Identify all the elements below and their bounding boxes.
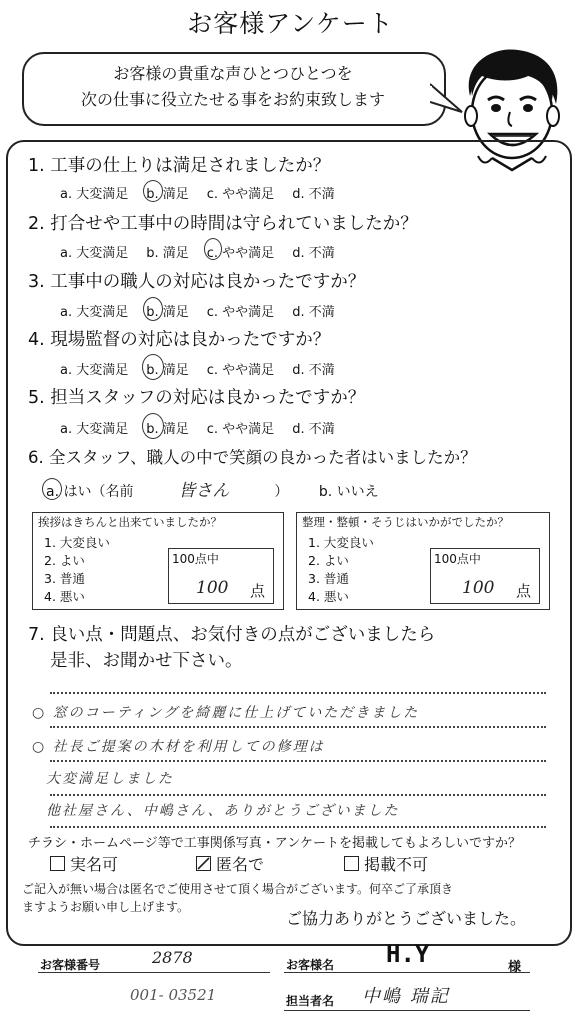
q1-option-a[interactable]: a. 大変満足 <box>60 187 129 202</box>
checkbox-icon <box>50 856 65 871</box>
q4-option-b[interactable]: b. 満足 <box>146 359 189 378</box>
customer-name-label: お客様名 <box>286 958 335 972</box>
question-2-options <box>60 242 353 261</box>
q2-option-b[interactable]: b. 満足 <box>146 246 189 261</box>
tidiness-rating-2[interactable]: 2. よい <box>308 553 349 568</box>
customer-name-value: H.Y <box>386 940 430 968</box>
greeting-rating-2[interactable]: 2. よい <box>44 553 85 568</box>
q4-option-a[interactable]: a. 大変満足 <box>60 363 129 378</box>
q3-option-d[interactable]: d. 不満 <box>292 305 335 320</box>
question-1-options <box>60 183 353 202</box>
staff-label: 担当者名 <box>286 994 335 1008</box>
q1-option-b[interactable]: b. 満足 <box>146 183 189 202</box>
reference-number: 001- 03521 <box>130 986 217 1004</box>
note-line-2: ますようお願い申し上げます。 <box>22 900 190 914</box>
dotted-line <box>50 794 546 796</box>
question-7-line-1: 7. 良い点・問題点、お気付きの点がございましたら <box>28 625 436 645</box>
customer-honorific: 様 <box>508 960 522 975</box>
q1-option-d[interactable]: d. 不満 <box>292 187 335 202</box>
q2-option-a[interactable]: a. 大変満足 <box>60 246 129 261</box>
question-4-options <box>60 359 353 378</box>
customer-number-underline <box>38 972 270 973</box>
dotted-line <box>50 692 546 694</box>
tidiness-rating-1[interactable]: 1. 大変良い <box>308 535 374 550</box>
tidiness-rating-4[interactable]: 4. 悪い <box>308 589 349 604</box>
greeting-score-value: 100 <box>196 578 229 598</box>
greeting-rating-heading: 挨拶はきちんと出来ていましたか？ <box>38 515 222 529</box>
tidiness-score-unit: 点 <box>516 582 532 600</box>
question-6-answer <box>46 476 379 501</box>
q4-option-c[interactable]: c. やや満足 <box>206 363 275 378</box>
consent-option-real-name[interactable]: 実名可 <box>50 852 118 875</box>
greeting-rating-1[interactable]: 1. 大変良い <box>44 535 110 550</box>
greeting-score-unit: 点 <box>250 582 266 600</box>
tidiness-score-value: 100 <box>462 578 495 598</box>
q6-name-answer: 皆さん <box>178 481 230 501</box>
staff-name: 中嶋 瑞記 <box>362 986 450 1007</box>
tidiness-score-label: 100点中 <box>434 552 481 566</box>
selection-circle-icon <box>42 478 62 500</box>
comment-line-3: 大変満足しました <box>46 771 174 787</box>
greeting-rating-4[interactable]: 4. 悪い <box>44 589 85 604</box>
customer-number-label: お客様番号 <box>40 958 101 972</box>
dotted-line <box>50 760 546 762</box>
tidiness-rating-heading: 整理・整頓・そうじはいかがでしたか？ <box>302 515 509 529</box>
question-3-options <box>60 301 353 320</box>
q5-option-c[interactable]: c. やや満足 <box>206 422 275 437</box>
selection-circle-icon <box>204 238 222 260</box>
q5-option-b[interactable]: b. 満足 <box>146 418 189 437</box>
consent-option-anonymous[interactable]: 匿名で <box>196 852 264 875</box>
comment-line-1: ○ 窓のコーティングを綺麗に仕上げていただきました <box>32 705 420 721</box>
greeting-score-label: 100点中 <box>172 552 219 566</box>
dotted-line <box>50 726 546 728</box>
q5-option-d[interactable]: d. 不満 <box>292 422 335 437</box>
q6-option-no[interactable]: b. いいえ <box>318 484 379 500</box>
q5-option-a[interactable]: a. 大変満足 <box>60 422 129 437</box>
question-5: 5. 担当スタッフの対応は良かったですか？ <box>28 388 366 408</box>
tidiness-rating-3[interactable]: 3. 普通 <box>308 571 349 586</box>
consent-option-not-allowed[interactable]: 掲載不可 <box>344 852 428 875</box>
question-7-line-2: 是非、お聞かせ下さい。 <box>50 651 243 671</box>
q3-option-b[interactable]: b. 満足 <box>146 301 189 320</box>
question-3: 3. 工事中の職人の対応は良かったですか？ <box>28 272 366 292</box>
q1-option-c[interactable]: c. やや満足 <box>206 187 275 202</box>
question-5-options <box>60 418 353 437</box>
question-4: 4. 現場監督の対応は良かったですか？ <box>28 330 331 350</box>
q2-option-d[interactable]: d. 不満 <box>292 246 335 261</box>
staff-underline <box>284 1010 530 1011</box>
note-line-1: ご記入が無い場合は匿名でご使用させて頂く場合がございます。何卒ご了承頂き <box>22 882 454 896</box>
question-2: 2. 打合せや工事中の時間は守られていましたか？ <box>28 214 418 234</box>
thanks-message: ご協力ありがとうございました。 <box>286 909 527 928</box>
q6-option-yes[interactable]: a. はい（名前 <box>46 481 133 501</box>
comment-line-4: 他社屋さん、中嶋さん、ありがとうございました <box>46 803 400 819</box>
customer-number-value: 2878 <box>152 948 193 967</box>
checkbox-checked-icon <box>196 856 211 871</box>
q6-close-paren: ） <box>274 484 289 500</box>
q2-option-c[interactable]: c. やや満足 <box>207 242 274 261</box>
dotted-line <box>50 826 546 828</box>
customer-name-underline <box>284 972 530 973</box>
bubble-line-2: 次の仕事に役立たせる事をお約束致します <box>80 90 385 109</box>
page-title: お客様アンケート <box>187 9 394 38</box>
checkbox-icon <box>344 856 359 871</box>
question-1: 1. 工事の仕上りは満足されましたか？ <box>28 156 331 176</box>
question-6: 6. 全スタッフ、職人の中で笑顔の良かった者はいましたか？ <box>28 448 477 467</box>
q4-option-d[interactable]: d. 不満 <box>292 363 335 378</box>
bubble-line-1: お客様の貴重な声ひとつひとつを <box>113 64 353 83</box>
comment-line-2: ○ 社長ご提案の木材を利用しての修理は <box>32 739 325 755</box>
q3-option-a[interactable]: a. 大変満足 <box>60 305 129 320</box>
greeting-rating-3[interactable]: 3. 普通 <box>44 571 85 586</box>
consent-question: チラシ・ホームページ等で工事関係写真・アンケートを掲載してもよろしいですか？ <box>28 836 521 851</box>
q3-option-c[interactable]: c. やや満足 <box>206 305 275 320</box>
